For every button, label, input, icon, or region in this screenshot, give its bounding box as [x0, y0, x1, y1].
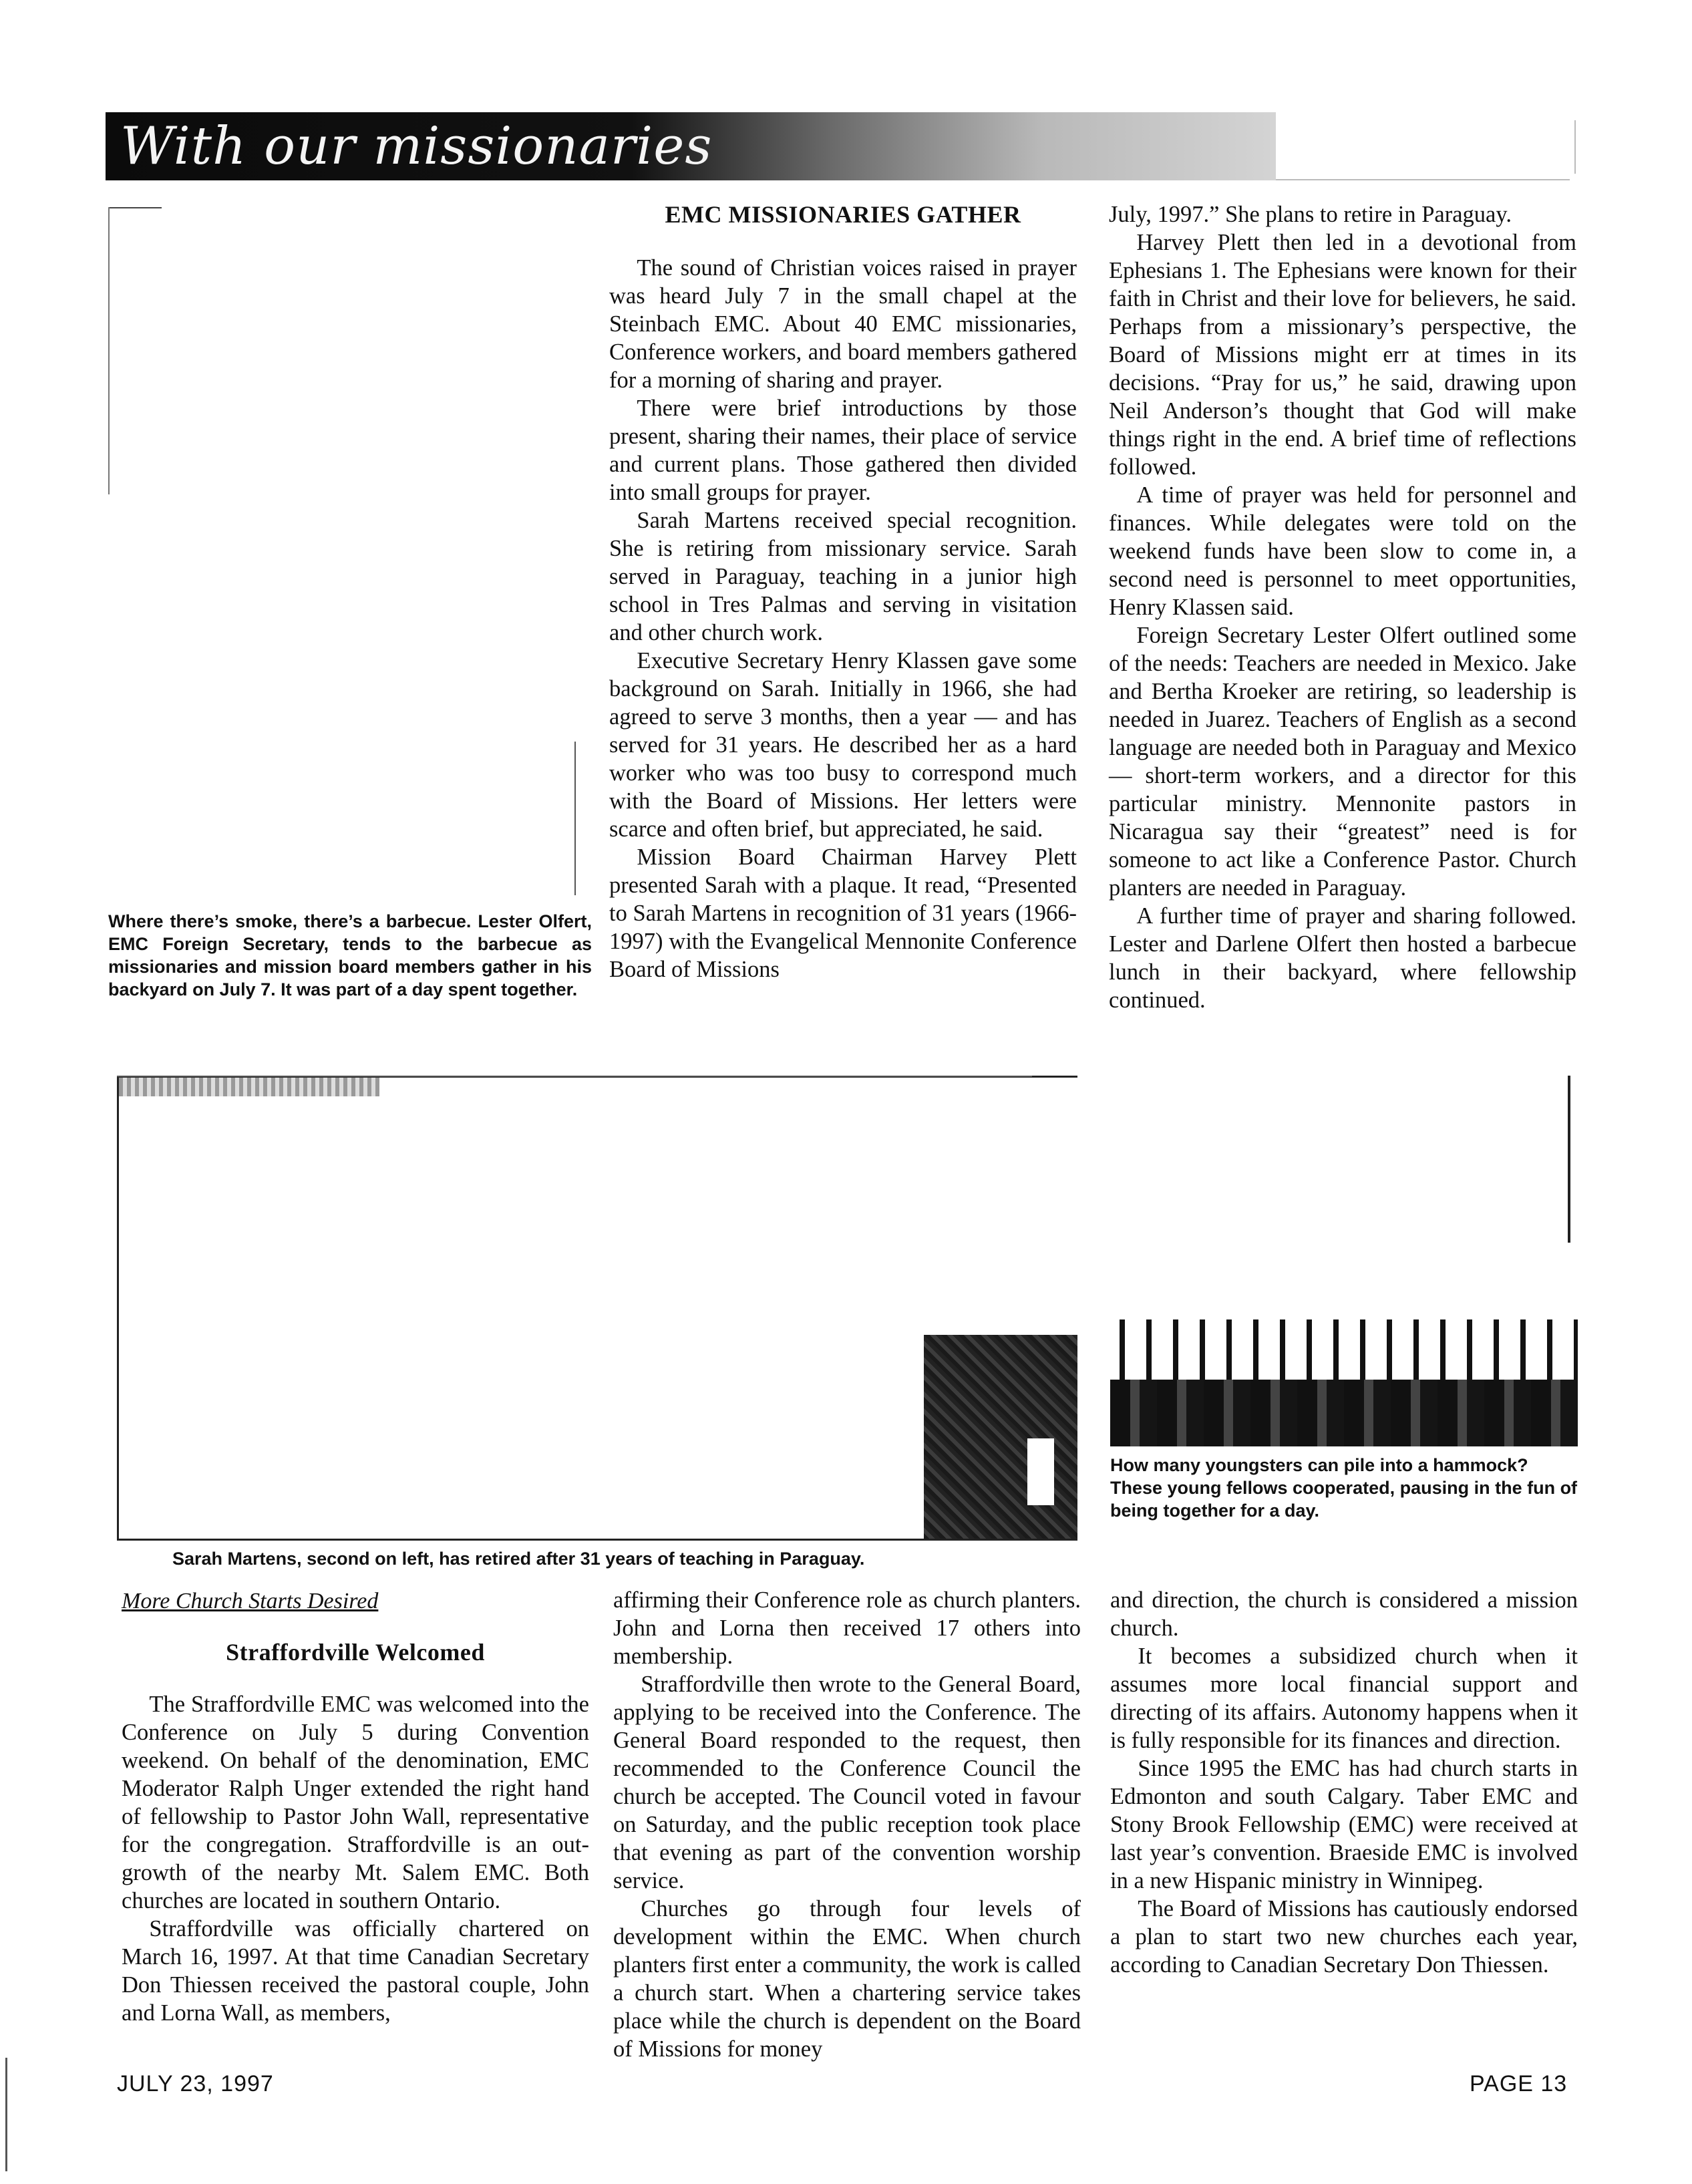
barbecue-caption: Where there’s smoke, there’s a barbecue. Lester Olfert, EMC Foreign Secretary, tends to the barbecue as missionaries and mission board members gather in his backyard on July 7. It was part of a day spent together. [108, 911, 592, 999]
paragraph: It becomes a subsidized church when it assumes more local financial support and directing of its affairs. Autonomy happens when it is fully responsible for its finances and direction. [1110, 1644, 1578, 1753]
paragraph: A further time of prayer and sharing followed. Lester and Darlene Olfert then hosted a barbecue lunch in their backyard, where fellowship continued. [1109, 903, 1576, 1013]
photo-dark-region [924, 1335, 1077, 1539]
paragraph: Churches go through four levels of development within the EMC. When church planters first enter a community, the work is called a church start. When a chartering service takes place while the church is dependent on the Board of Missions for money [613, 1896, 1081, 2062]
article-headline: Straffordville Welcomed [226, 1639, 485, 1666]
paragraph: A time of prayer was held for personnel and finances. While delegates were told on the weekend funds have been slow to come in, a second need is personnel to meet opportunities, Henry Klassen said. [1109, 482, 1576, 620]
paragraph: The Straffordville EMC was welcomed into the Conference on July 5 during Convention weekend. On behalf of the denomination, EMC Moderator Ralph Unger extended the right hand of fellowship to Pastor John Wall, representative for the congregation. Straffordville is an out-growth of the nearby Mt. Salem EMC. Both churches are located in southern Ontario. [122, 1692, 589, 1913]
photo-light-patch [1027, 1438, 1054, 1505]
paragraph: Straffordville was officially chartered on March 16, 1997. At that time Canadian Secretary Don Thiessen received the pastoral couple, John and Lorna Wall, as members, [122, 1916, 589, 2026]
article-headline: EMC MISSIONARIES GATHER [665, 201, 1021, 228]
paragraph: The sound of Christian voices raised in prayer was heard July 7 in the small chapel at the Steinbach EMC. About 40 EMC missionaries, Conference workers, and board members gathered for a morning of sharing and prayer. [609, 255, 1077, 393]
paragraph: Since 1995 the EMC has had church starts in Edmonton and south Calgary. Taber EMC and Stony Brook Fellowship (EMC) were received at last year’s convention. Braeside EMC is involved in a new Hispanic ministry in Winnipeg. [1110, 1756, 1578, 1893]
article2-column-1 [122, 1690, 589, 2027]
photo-edge-rule [108, 207, 110, 494]
paragraph: The Board of Missions has cautiously endorsed a plan to start two new churches each year, according to Canadian Secretary Don Thiessen. [1110, 1896, 1578, 1978]
photo-top-strip [119, 1078, 379, 1096]
banner-tick-right [1574, 120, 1576, 174]
paragraph: July, 1997.” She plans to retire in Paraguay. [1109, 202, 1512, 227]
photo-top-rule [117, 1076, 1032, 1077]
article-column-2 [609, 254, 1077, 983]
photo-edge-rule-right [574, 742, 576, 895]
paragraph: Mission Board Chairman Harvey Plett presented Sarah with a plaque. It read, “Presented to Sarah Martens in recognition of 31 years (1966-1997) with the Evangelical Mennonite Conference Board of Missions [609, 844, 1077, 982]
article-kicker: More Church Starts Desired [122, 1589, 379, 1613]
paragraph: Foreign Secretary Lester Olfert outlined some of the needs: Teachers are needed in Mexico. Jake and Bertha Kroeker are retiring, so leadership is needed in Juarez. Teachers of English as a second language are needed both in Paraguay and Mexico — short-term workers, and a director for this particular ministry. Mennonite pastors in Nicaragua say their “greatest” need is for someone to act like a Conference Pastor. Church planters are needed in Paraguay. [1109, 623, 1576, 901]
banner-rule-right [1276, 179, 1570, 180]
hammock-net [1110, 1319, 1578, 1380]
article2-column-2 [613, 1586, 1081, 2063]
paragraph: Straffordville then wrote to the General Board, applying to be received into the Conference. The General Board responded to the request, then recommended to the Conference Council the church be accepted. The Council voted in favour on Saturday, and the public reception took place that evening as part of the convention worship service. [613, 1672, 1081, 1893]
article2-column-3 [1110, 1586, 1578, 1979]
paragraph: There were brief introductions by those present, sharing their names, their place of service and current plans. Those gathered then divided into small groups for prayer. [609, 396, 1077, 505]
page-number: PAGE 13 [1470, 2071, 1568, 2096]
article-column-3 [1109, 200, 1576, 1014]
sarah-caption: Sarah Martens, second on left, has retired after 31 years of teaching in Paraguay. [172, 1549, 865, 1569]
paragraph: Harvey Plett then led in a devotional from Ephesians 1. The Ephesians were known for their faith in Christ and their love for believers, he said. Perhaps from a missionary’s perspective, the Board of Missions might err at times in its decisions. “Pray for us,” he said, drawing upon Neil Anderson’s thought that God will make things right in the end. A brief time of reflections followed. [1109, 230, 1576, 480]
hammock-caption: How many youngsters can pile into a hammock? These young fellows cooperated, pausing in the fun of being together for a day. [1110, 1455, 1578, 1521]
barbecue-photo [108, 200, 576, 895]
section-title: With our missionaries [120, 116, 713, 176]
hammock-ground [1110, 1380, 1578, 1446]
scan-edge-mark [5, 2058, 7, 2171]
paragraph: and direction, the church is considered a mission church. [1110, 1587, 1578, 1641]
hammock-side-rule [1568, 1076, 1570, 1243]
paragraph: Executive Secretary Henry Klassen gave some background on Sarah. Initially in 1966, she had agreed to serve 3 months, then a year — and has served for 31 years. He described her as a hard worker who was too busy to correspond much with the Board of Missions. Her letters were scarce and often brief, but appreciated, he said. [609, 648, 1077, 842]
issue-date: JULY 23, 1997 [117, 2071, 274, 2096]
photo-corner-rule [108, 207, 162, 208]
paragraph: affirming their Conference role as church planters. John and Lorna then received 17 others into membership. [613, 1587, 1081, 1669]
sarah-martens-photo [117, 1076, 1077, 1541]
hammock-photo [1110, 1319, 1578, 1446]
paragraph: Sarah Martens received special recognition. She is retiring from missionary service. Sarah served in Paraguay, teaching in a junior high school in Tres Palmas and serving in visitation and other church work. [609, 508, 1077, 645]
